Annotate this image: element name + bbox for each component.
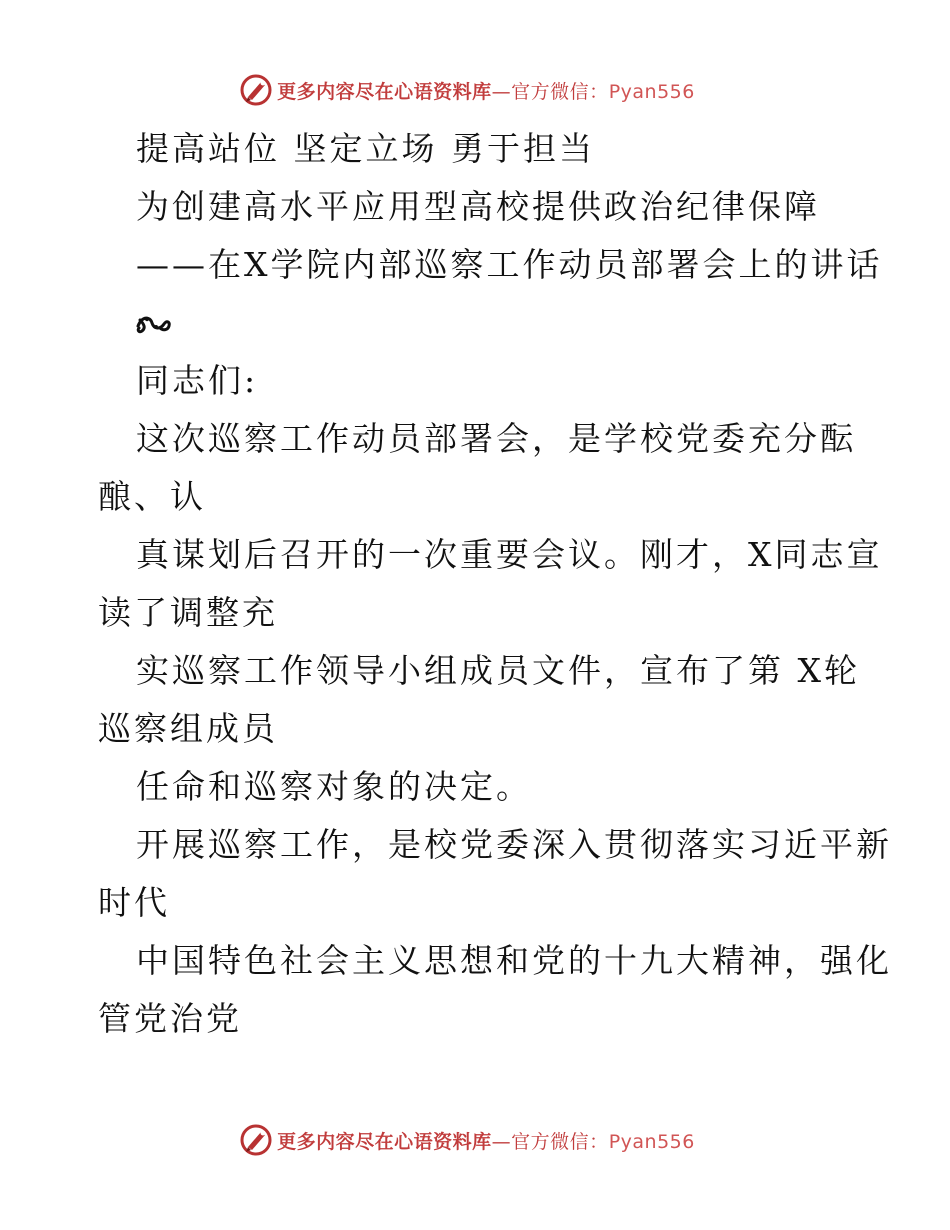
- banner-text: [277, 1127, 695, 1154]
- banner-wechat-label: 官方微信：: [511, 1130, 609, 1153]
- body-line: 时代: [98, 883, 170, 922]
- body-line: 巡察组成员: [98, 709, 278, 748]
- banner-dash: —: [491, 80, 512, 103]
- title-line-1: 提高站位 坚定立场 勇于担当: [136, 129, 595, 168]
- body-line: 读了调整充: [98, 593, 278, 632]
- footer-banner: [0, 1120, 950, 1160]
- body-line: 管党治党: [98, 999, 242, 1038]
- body-line: 实巡察工作领导小组成员文件，宣布了第 X轮: [136, 651, 860, 690]
- body-line: 任命和巡察对象的决定。: [136, 767, 532, 806]
- document-body: [98, 120, 892, 1048]
- banner-wechat-id: Pyan556: [608, 80, 695, 103]
- footer-banner-inner: [239, 1123, 695, 1157]
- body-line: 这次巡察工作动员部署会，是学校党委充分酝: [136, 419, 856, 458]
- banner-text: [277, 77, 695, 104]
- body-line: 真谋划后召开的一次重要会议。刚才，X同志宣: [136, 535, 883, 574]
- banner-site-text: 更多内容尽在心语资料库: [277, 80, 492, 103]
- title-line-3: ——在X学院内部巡察工作动员部署会上的讲话: [136, 245, 883, 284]
- greeting: 同志们:: [136, 361, 259, 400]
- title-line-2: 为创建高水平应用型高校提供政治纪律保障: [136, 187, 820, 226]
- banner-dash: —: [491, 1130, 512, 1153]
- body-paragraphs: [98, 410, 892, 1048]
- banner-wechat-id: Pyan556: [608, 1130, 695, 1153]
- body-line: 酿、认: [98, 477, 206, 516]
- body-line: 中国特色社会主义思想和党的十九大精神，强化: [136, 941, 892, 980]
- body-line: 开展巡察工作，是校党委深入贯彻落实习近平新: [136, 825, 892, 864]
- header-banner-inner: [239, 73, 695, 107]
- floral-ornament-icon: [98, 294, 858, 352]
- quill-logo-icon: [239, 73, 273, 107]
- quill-logo-icon: [239, 1123, 273, 1157]
- banner-wechat-label: 官方微信：: [511, 80, 609, 103]
- header-banner: [0, 70, 950, 110]
- banner-site-text: 更多内容尽在心语资料库: [277, 1130, 492, 1153]
